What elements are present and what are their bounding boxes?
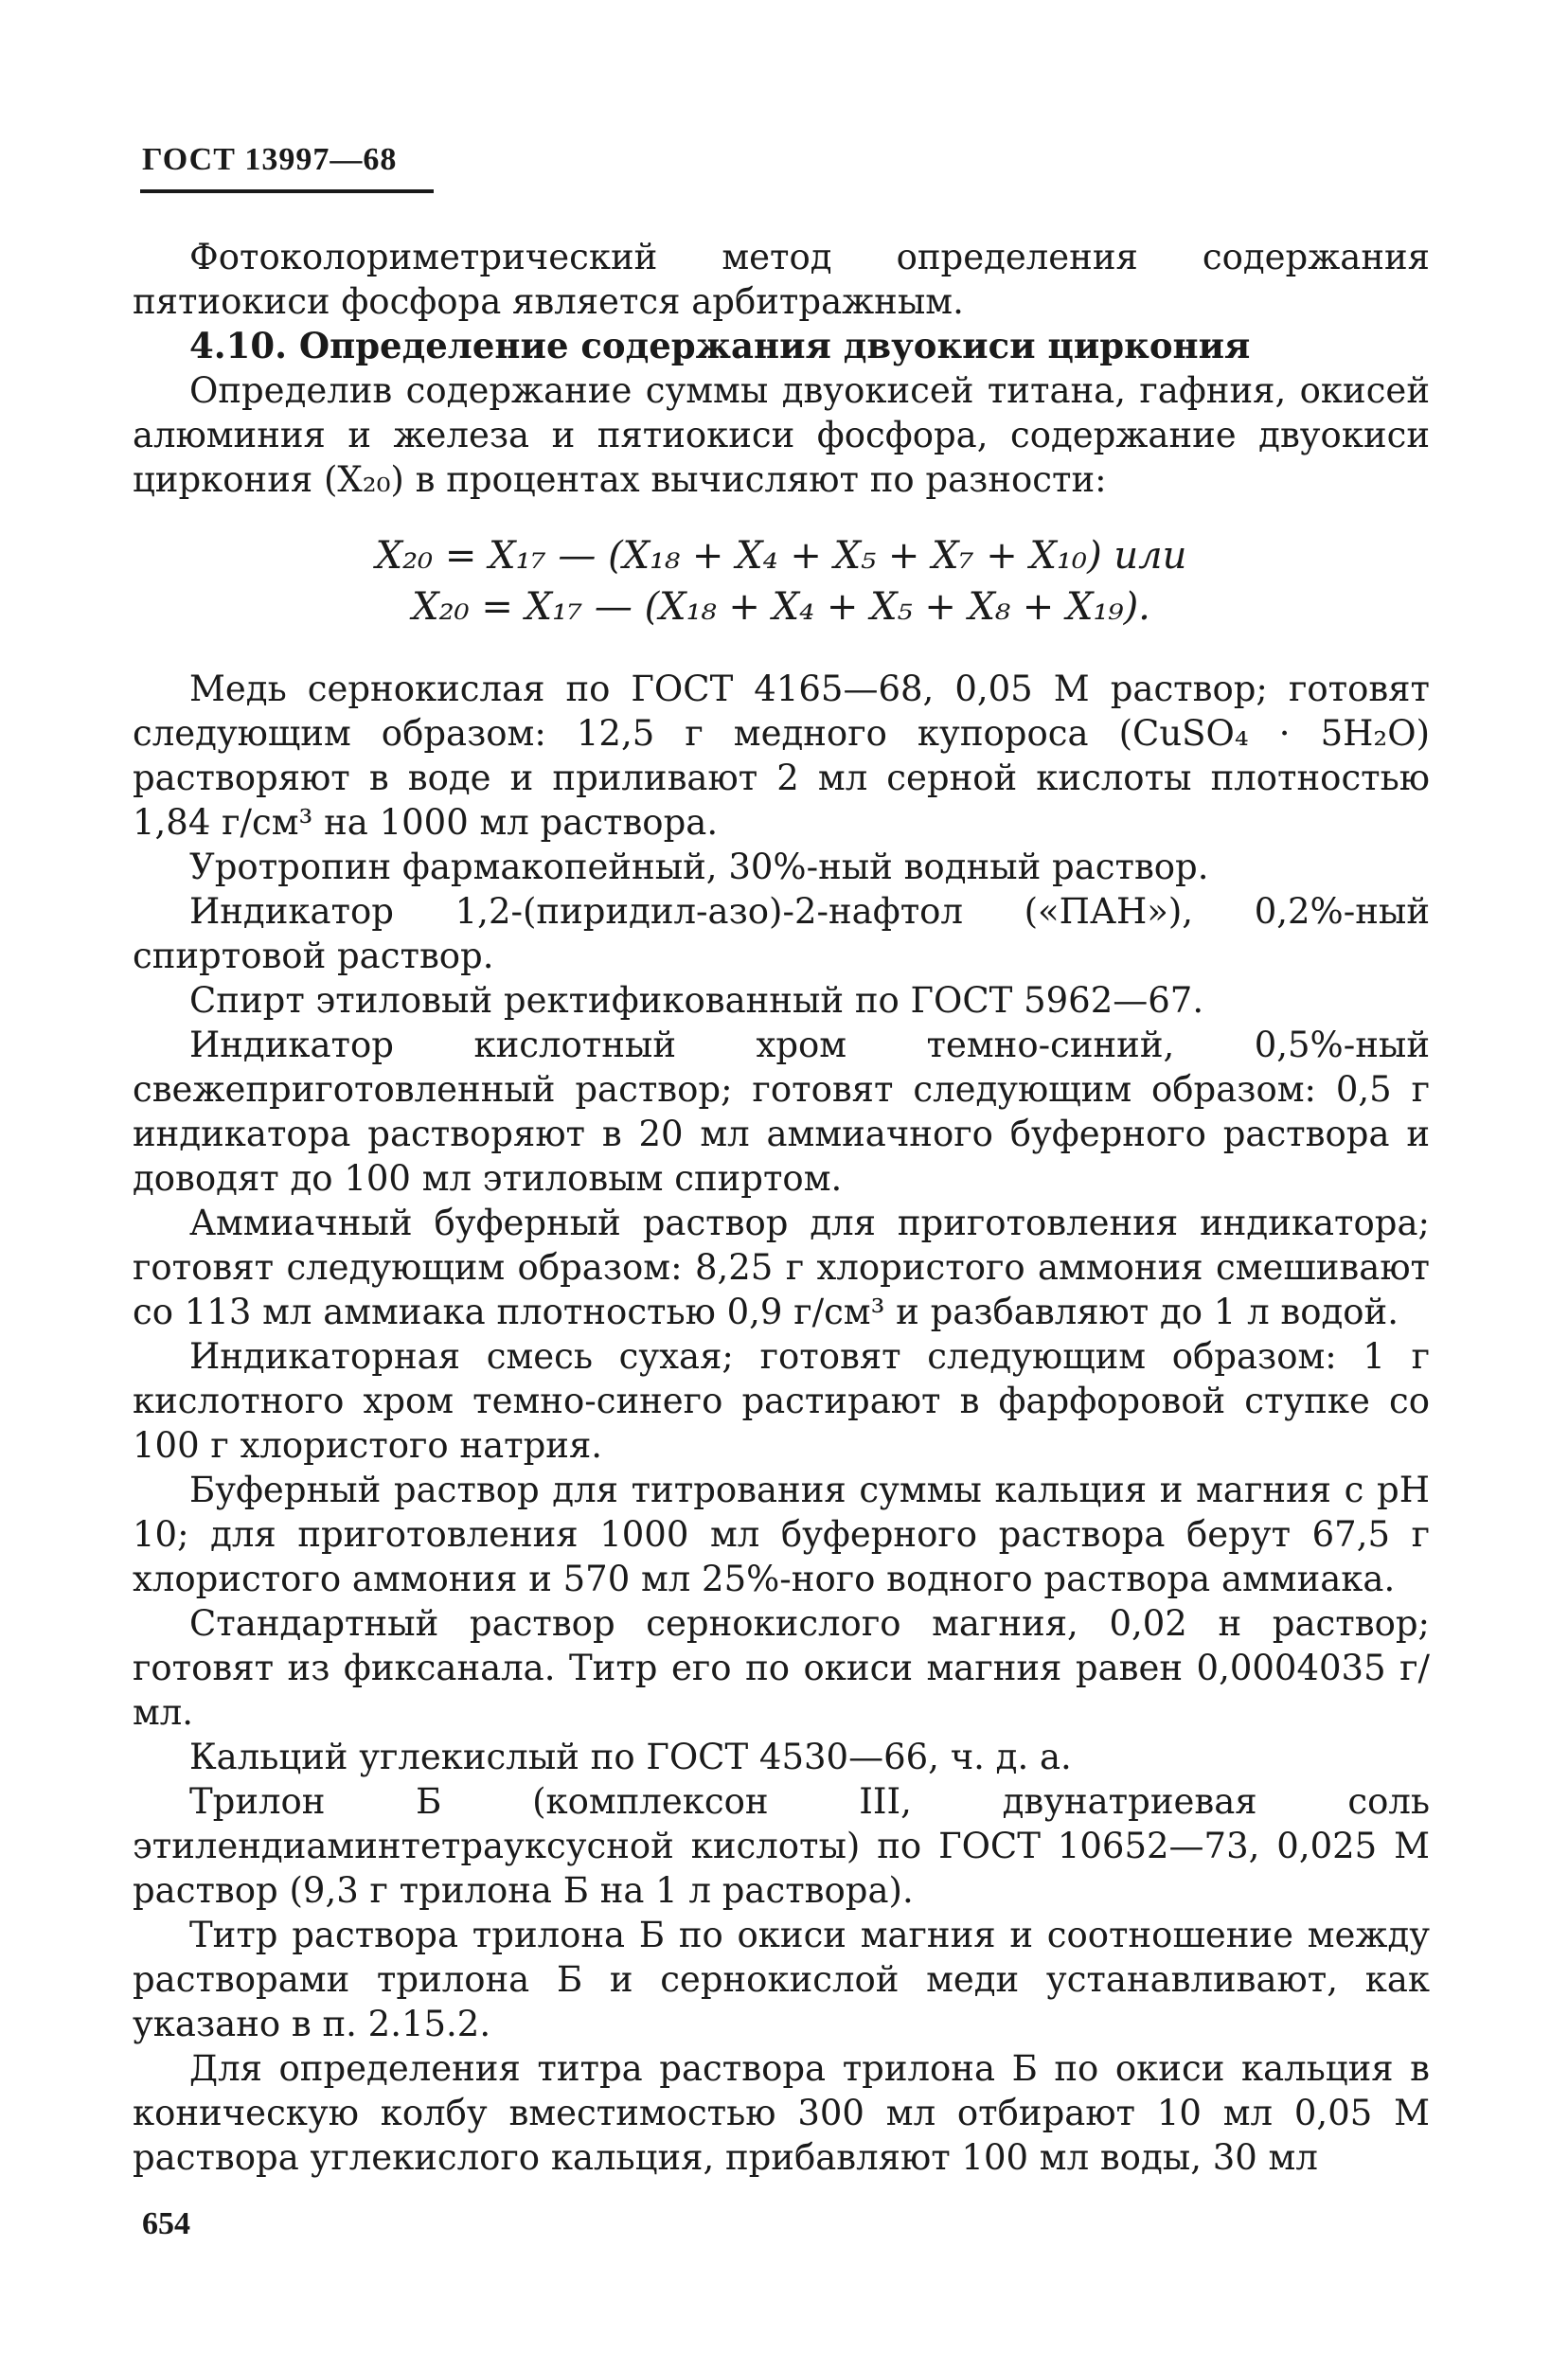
paragraph: Фотоколориметрический метод определения содержания пятиокиси фосфора является арбитражным. — [133, 237, 1430, 322]
document-body — [133, 235, 1430, 2180]
formula-block — [133, 530, 1430, 633]
paragraph: Определив содержание суммы двуокисей титана, гафния, окисей алюминия и железа и пятиокиси фосфора, содержание двуокиси циркония (X₂₀) в процентах вычисляют по разности: — [133, 370, 1430, 500]
paragraph: Для определения титра раствора трилона Б по окиси кальция в коническую колбу вместимостью 300 мл отбирают 10 мл 0,05 М раствора углекислого кальция, прибавляют 100 мл воды, 30 мл — [133, 2048, 1430, 2178]
paragraph: Трилон Б (комплексон III, двунатриевая соль этилендиаминтетрауксусной кислоты) по ГОСТ 10652—73, 0,025 М раствор (9,3 г трилона Б на 1 л раствора). — [133, 1781, 1430, 1911]
paragraph: Стандартный раствор сернокислого магния, 0,02 н раствор; готовят из фиксанала. Титр его по окиси магния равен 0,0004035 г/мл. — [133, 1603, 1430, 1733]
page-number: 654 — [142, 2206, 190, 2241]
paragraph: Спирт этиловый ректификованный по ГОСТ 5962—67. — [189, 980, 1204, 1021]
paragraph: Индикатор кислотный хром темно-синий, 0,5%-ный свежеприготовленный раствор; готовят следующим образом: 0,5 г индикатора растворяют в 20 мл аммиачного буферного раствора и доводят до 100 мл этиловым спиртом. — [133, 1025, 1430, 1199]
paragraph: Аммиачный буферный раствор для приготовления индикатора; готовят следующим образом: 8,25 г хлористого аммония смешивают со 113 мл аммиака плотностью 0,9 г/см³ и разбавляют до 1 л водой. — [133, 1203, 1430, 1332]
document-header: ГОСТ 13997—68 — [142, 142, 398, 177]
header-rule — [140, 189, 434, 193]
formula-line: X₂₀ = X₁₇ — (X₁₈ + X₄ + X₅ + X₈ + X₁₉). — [412, 585, 1150, 629]
paragraph: Кальций углекислый по ГОСТ 4530—66, ч. д. а. — [189, 1737, 1072, 1777]
paragraph: Медь сернокислая по ГОСТ 4165—68, 0,05 М раствор; готовят следующим образом: 12,5 г медного купороса (CuSO₄ · 5H₂O) растворяют в воде и приливают 2 мл серной кислоты плотностью 1,84 г/см³ на 1000 мл раствора. — [133, 669, 1430, 843]
paragraph: Уротропин фармакопейный, 30%-ный водный раствор. — [189, 847, 1209, 887]
paragraph: Индикатор 1,2-(пиридил-азо)-2-нафтол («ПАН»), 0,2%-ный спиртовой раствор. — [133, 891, 1430, 976]
paragraph: Индикаторная смесь сухая; готовят следующим образом: 1 г кислотного хром темно-синего растирают в фарфоровой ступке со 100 г хлористого натрия. — [133, 1336, 1430, 1466]
paragraph: Титр раствора трилона Б по окиси магния и соотношение между растворами трилона Б и сернокислой меди устанавливают, как указано в п. 2.15.2. — [133, 1915, 1430, 2044]
formula-line: X₂₀ = X₁₇ — (X₁₈ + X₄ + X₅ + X₇ + X₁₀) или — [375, 534, 1187, 578]
paragraph: Буферный раствор для титрования суммы кальция и магния с pH 10; для приготовления 1000 мл буферного раствора берут 67,5 г хлористого аммония и 570 мл 25%-ного водного раствора аммиака. — [133, 1470, 1430, 1599]
section-heading: 4.10. Определение содержания двуокиси циркония — [189, 325, 1251, 366]
